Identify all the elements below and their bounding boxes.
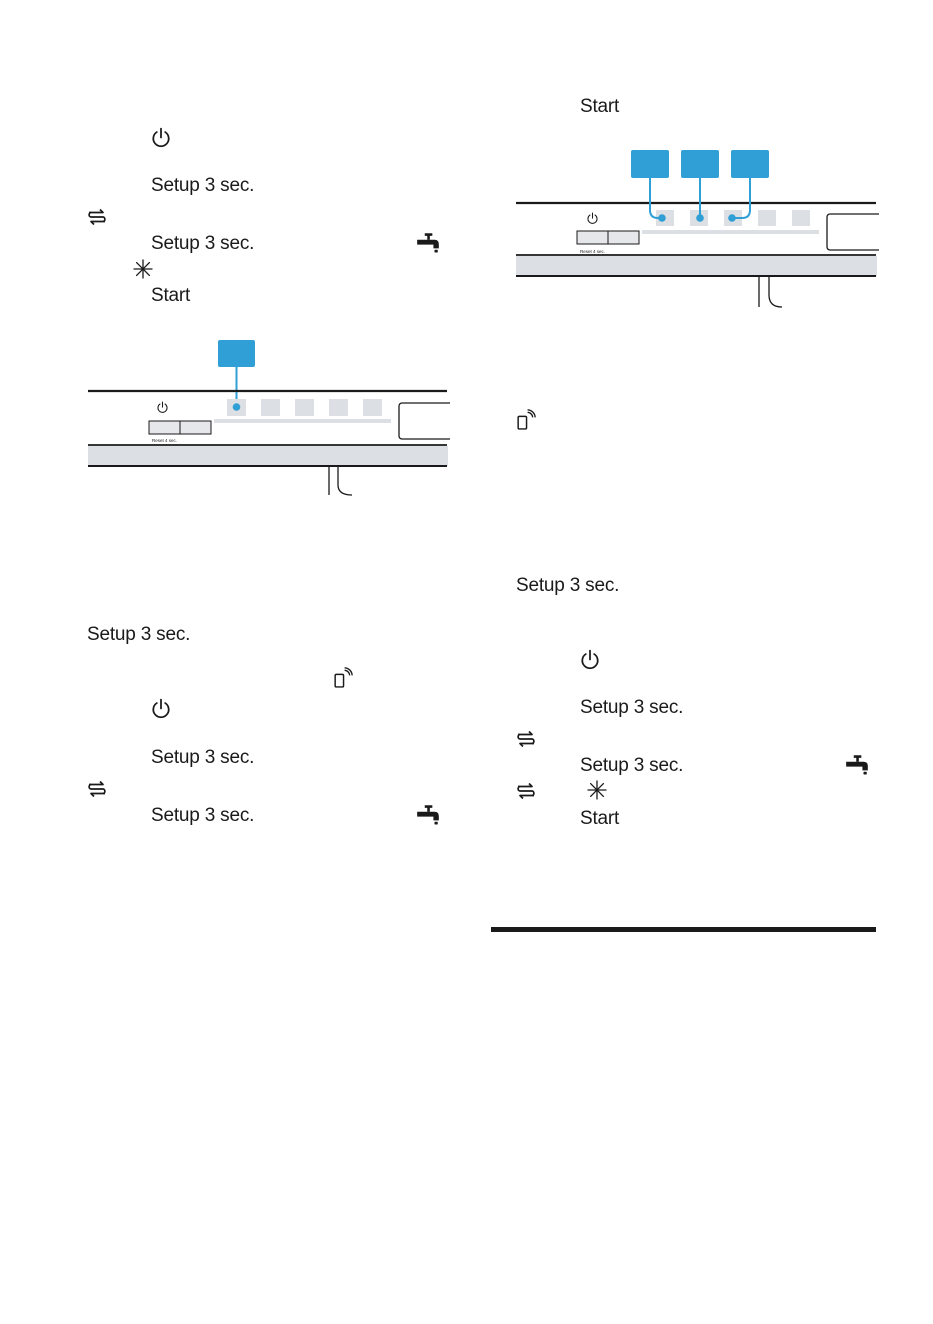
panel-key bbox=[329, 399, 348, 416]
power-icon bbox=[588, 213, 597, 223]
step-setup-label: Setup 3 sec. bbox=[580, 755, 684, 776]
panel-key bbox=[363, 399, 382, 416]
callout-box bbox=[631, 150, 669, 178]
panel-button-caption: Reset 4 sec. bbox=[152, 438, 178, 443]
step-setup-label: Setup 3 sec. bbox=[151, 175, 255, 196]
panel-key bbox=[295, 399, 314, 416]
step-setup-label: Setup 3 sec. bbox=[516, 575, 620, 596]
remote-start-icon bbox=[332, 667, 353, 688]
panel-hinge bbox=[769, 276, 782, 307]
water-tap-icon bbox=[844, 754, 870, 776]
power-icon bbox=[150, 698, 172, 720]
step-start-label: Start bbox=[580, 96, 620, 117]
callout-dot bbox=[233, 403, 241, 411]
callout-box bbox=[731, 150, 769, 178]
panel-button-caption: Reset 4 sec. bbox=[580, 249, 606, 254]
remote-start-icon bbox=[515, 409, 536, 430]
panel-key bbox=[261, 399, 280, 416]
panel-button bbox=[180, 421, 211, 434]
step-setup-label: Setup 3 sec. bbox=[580, 697, 684, 718]
section-divider bbox=[491, 927, 876, 932]
control-panel-diagram bbox=[86, 335, 450, 500]
panel-slider-bar bbox=[214, 419, 391, 423]
panel-button bbox=[149, 421, 180, 434]
panel-display bbox=[399, 403, 450, 439]
callout-dot bbox=[728, 214, 736, 222]
step-setup-label: Setup 3 sec. bbox=[87, 624, 191, 645]
panel-slider-bar bbox=[642, 230, 819, 234]
sparkle-icon bbox=[133, 259, 153, 279]
step-start-label: Start bbox=[151, 285, 191, 306]
callout-box bbox=[218, 340, 255, 367]
water-tap-icon bbox=[415, 804, 441, 826]
step-start-label: Start bbox=[580, 808, 620, 829]
program-arrows-icon bbox=[516, 781, 536, 801]
water-tap-icon bbox=[415, 232, 441, 254]
power-icon bbox=[150, 127, 172, 149]
panel-handle-strip bbox=[88, 446, 448, 466]
callout-box bbox=[681, 150, 719, 178]
panel-handle-strip bbox=[516, 256, 877, 276]
step-setup-label: Setup 3 sec. bbox=[151, 747, 255, 768]
step-setup-label: Setup 3 sec. bbox=[151, 233, 255, 254]
panel-key bbox=[792, 210, 810, 226]
control-panel-diagram bbox=[514, 147, 879, 312]
callout-dot bbox=[658, 214, 666, 222]
power-icon bbox=[579, 649, 601, 671]
panel-hinge bbox=[338, 466, 352, 495]
step-setup-label: Setup 3 sec. bbox=[151, 805, 255, 826]
power-icon bbox=[158, 402, 167, 412]
program-arrows-icon bbox=[87, 779, 107, 799]
panel-button bbox=[577, 231, 608, 244]
program-arrows-icon bbox=[87, 207, 107, 227]
panel-key bbox=[758, 210, 776, 226]
program-arrows-icon bbox=[516, 729, 536, 749]
panel-display bbox=[827, 214, 879, 250]
callout-dot bbox=[696, 214, 704, 222]
panel-button bbox=[608, 231, 639, 244]
sparkle-icon bbox=[587, 780, 607, 800]
